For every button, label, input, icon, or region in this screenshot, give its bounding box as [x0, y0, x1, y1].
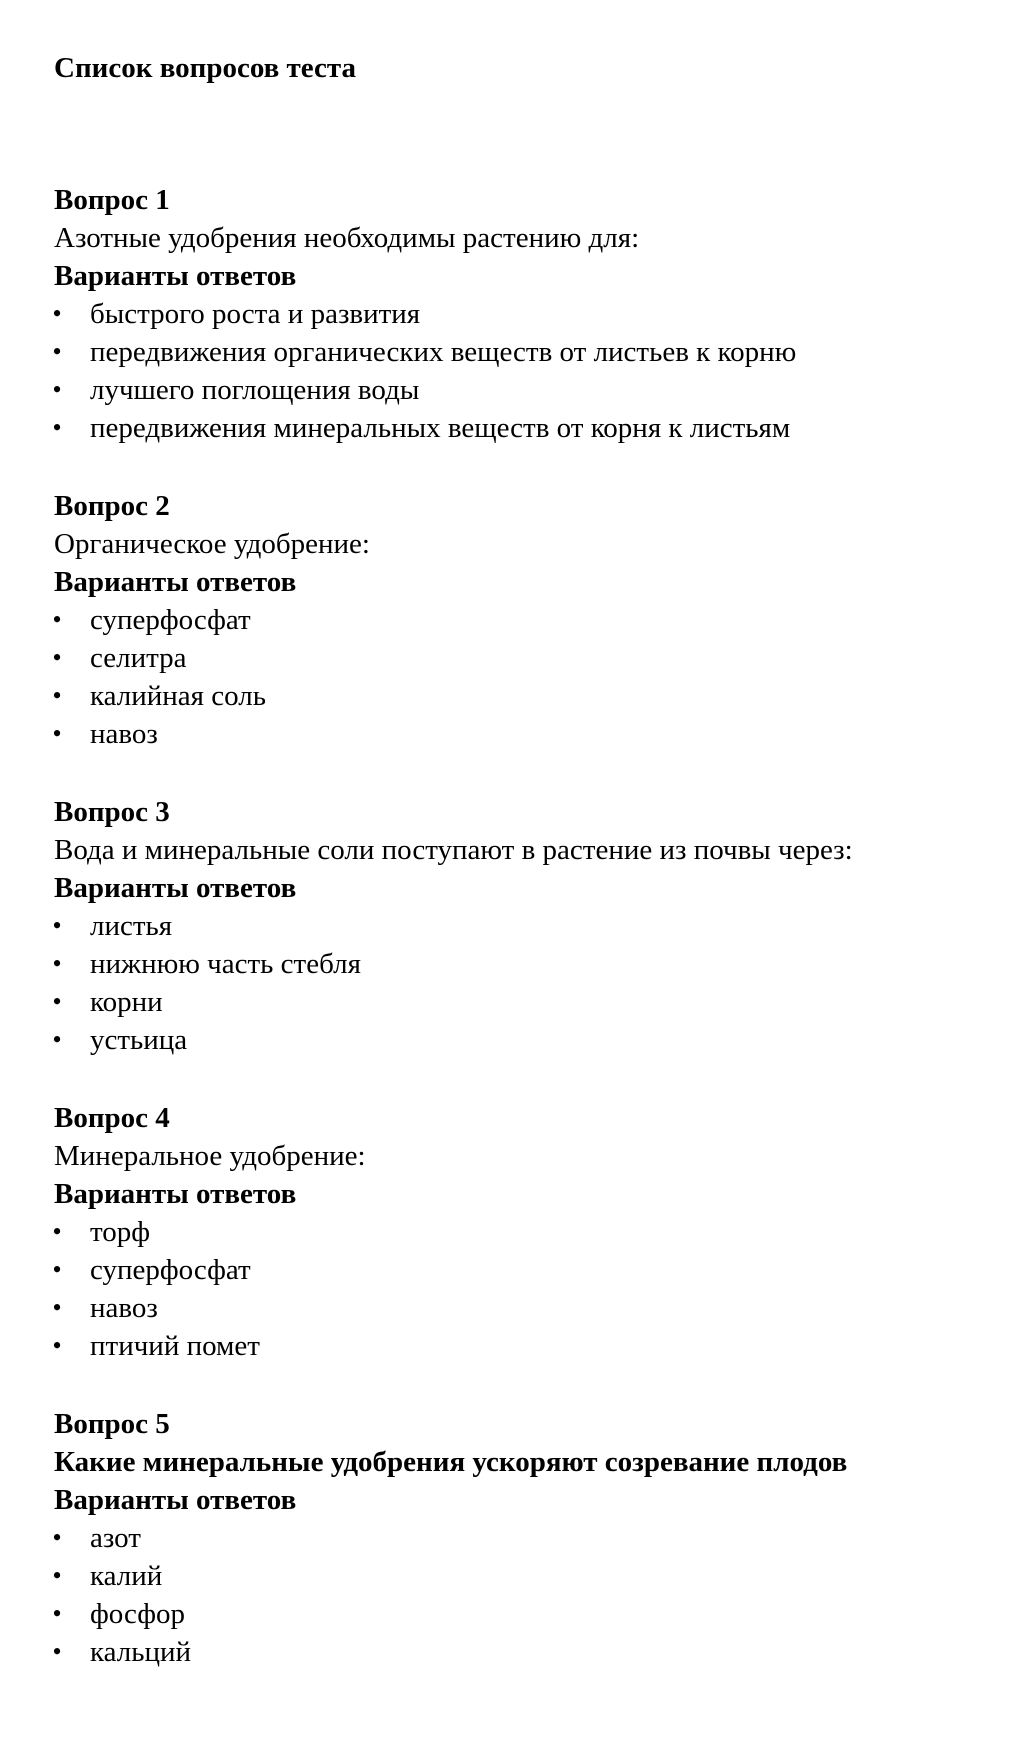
- answer-text: фосфор: [90, 1598, 186, 1630]
- question-heading: Вопрос 2: [54, 490, 170, 522]
- answer-item: [54, 1289, 1011, 1327]
- answer-item: [54, 907, 1011, 945]
- answer-text: селитра: [90, 642, 187, 674]
- answer-item: [54, 1327, 1011, 1365]
- question-text: Азотные удобрения необходимы растению для:: [54, 222, 640, 254]
- bullet-icon: •: [52, 413, 62, 442]
- answer-text: лучшего поглощения воды: [90, 374, 420, 406]
- bullet-icon: •: [52, 337, 62, 366]
- answer-item: [54, 715, 1011, 753]
- question-text: Вода и минеральные соли поступают в растение из почвы через:: [54, 834, 853, 866]
- bullet-icon: •: [52, 949, 62, 978]
- answer-variants-label: Варианты ответов: [54, 872, 297, 904]
- answer-list: [54, 1213, 1011, 1365]
- answer-text: быстрого роста и развития: [90, 298, 421, 330]
- bullet-icon: •: [52, 1331, 62, 1360]
- bullet-icon: •: [52, 719, 62, 748]
- answer-text: нижнюю часть стебля: [90, 948, 361, 980]
- question-heading: Вопрос 4: [54, 1102, 170, 1134]
- question-heading: Вопрос 1: [54, 184, 170, 216]
- bullet-icon: •: [52, 1255, 62, 1284]
- answer-list: [54, 1519, 1011, 1671]
- answer-text: суперфосфат: [90, 604, 251, 636]
- answer-item: [54, 1213, 1011, 1251]
- bullet-icon: •: [52, 911, 62, 940]
- answer-item: [54, 601, 1011, 639]
- bullet-icon: •: [52, 1637, 62, 1666]
- bullet-icon: •: [52, 1561, 62, 1590]
- answer-text: торф: [90, 1216, 151, 1248]
- answer-text: суперфосфат: [90, 1254, 251, 1286]
- answer-list: [54, 601, 1011, 753]
- question-2: [54, 487, 1011, 753]
- answer-item: [54, 1021, 1011, 1059]
- answer-text: передвижения органических веществ от листьев к корню: [90, 336, 797, 368]
- question-1: [54, 181, 1011, 447]
- answer-item: [54, 409, 1011, 447]
- answer-item: [54, 1251, 1011, 1289]
- answer-text: устьица: [90, 1024, 188, 1056]
- answer-variants-label: Варианты ответов: [54, 1484, 297, 1516]
- answer-item: [54, 945, 1011, 983]
- answer-text: калий: [90, 1560, 163, 1592]
- answer-text: навоз: [90, 1292, 158, 1324]
- question-text: Минеральное удобрение:: [54, 1140, 366, 1172]
- question-heading: Вопрос 3: [54, 796, 170, 828]
- answer-item: [54, 1557, 1011, 1595]
- answer-text: птичий помет: [90, 1330, 260, 1362]
- answer-item: [54, 639, 1011, 677]
- answer-item: [54, 1633, 1011, 1671]
- question-5: [54, 1405, 1011, 1671]
- question-text: Какие минеральные удобрения ускоряют созревание плодов: [54, 1446, 848, 1478]
- answer-text: кальций: [90, 1636, 192, 1668]
- bullet-icon: •: [52, 643, 62, 672]
- answer-item: [54, 371, 1011, 409]
- bullet-icon: •: [52, 299, 62, 328]
- bullet-icon: •: [52, 375, 62, 404]
- answer-item: [54, 677, 1011, 715]
- question-4: [54, 1099, 1011, 1365]
- question-heading: Вопрос 5: [54, 1408, 170, 1440]
- answer-variants-label: Варианты ответов: [54, 566, 297, 598]
- answer-text: передвижения минеральных веществ от корня к листьям: [90, 412, 791, 444]
- bullet-icon: •: [52, 1523, 62, 1552]
- answer-text: калийная соль: [90, 680, 266, 712]
- answer-item: [54, 333, 1011, 371]
- bullet-icon: •: [52, 605, 62, 634]
- bullet-icon: •: [52, 681, 62, 710]
- bullet-icon: •: [52, 1599, 62, 1628]
- answer-item: [54, 1595, 1011, 1633]
- answer-text: листья: [90, 910, 173, 942]
- answer-list: [54, 295, 1011, 447]
- answer-item: [54, 295, 1011, 333]
- answer-item: [54, 1519, 1011, 1557]
- bullet-icon: •: [52, 1217, 62, 1246]
- bullet-icon: •: [52, 1293, 62, 1322]
- answer-variants-label: Варианты ответов: [54, 260, 297, 292]
- answer-text: корни: [90, 986, 163, 1018]
- answer-text: азот: [90, 1522, 141, 1554]
- answer-text: навоз: [90, 718, 158, 750]
- bullet-icon: •: [52, 987, 62, 1016]
- question-text: Органическое удобрение:: [54, 528, 370, 560]
- answer-item: [54, 983, 1011, 1021]
- bullet-icon: •: [52, 1025, 62, 1054]
- answer-variants-label: Варианты ответов: [54, 1178, 297, 1210]
- answer-list: [54, 907, 1011, 1059]
- question-3: [54, 793, 1011, 1059]
- page-title: Список вопросов теста: [54, 52, 356, 84]
